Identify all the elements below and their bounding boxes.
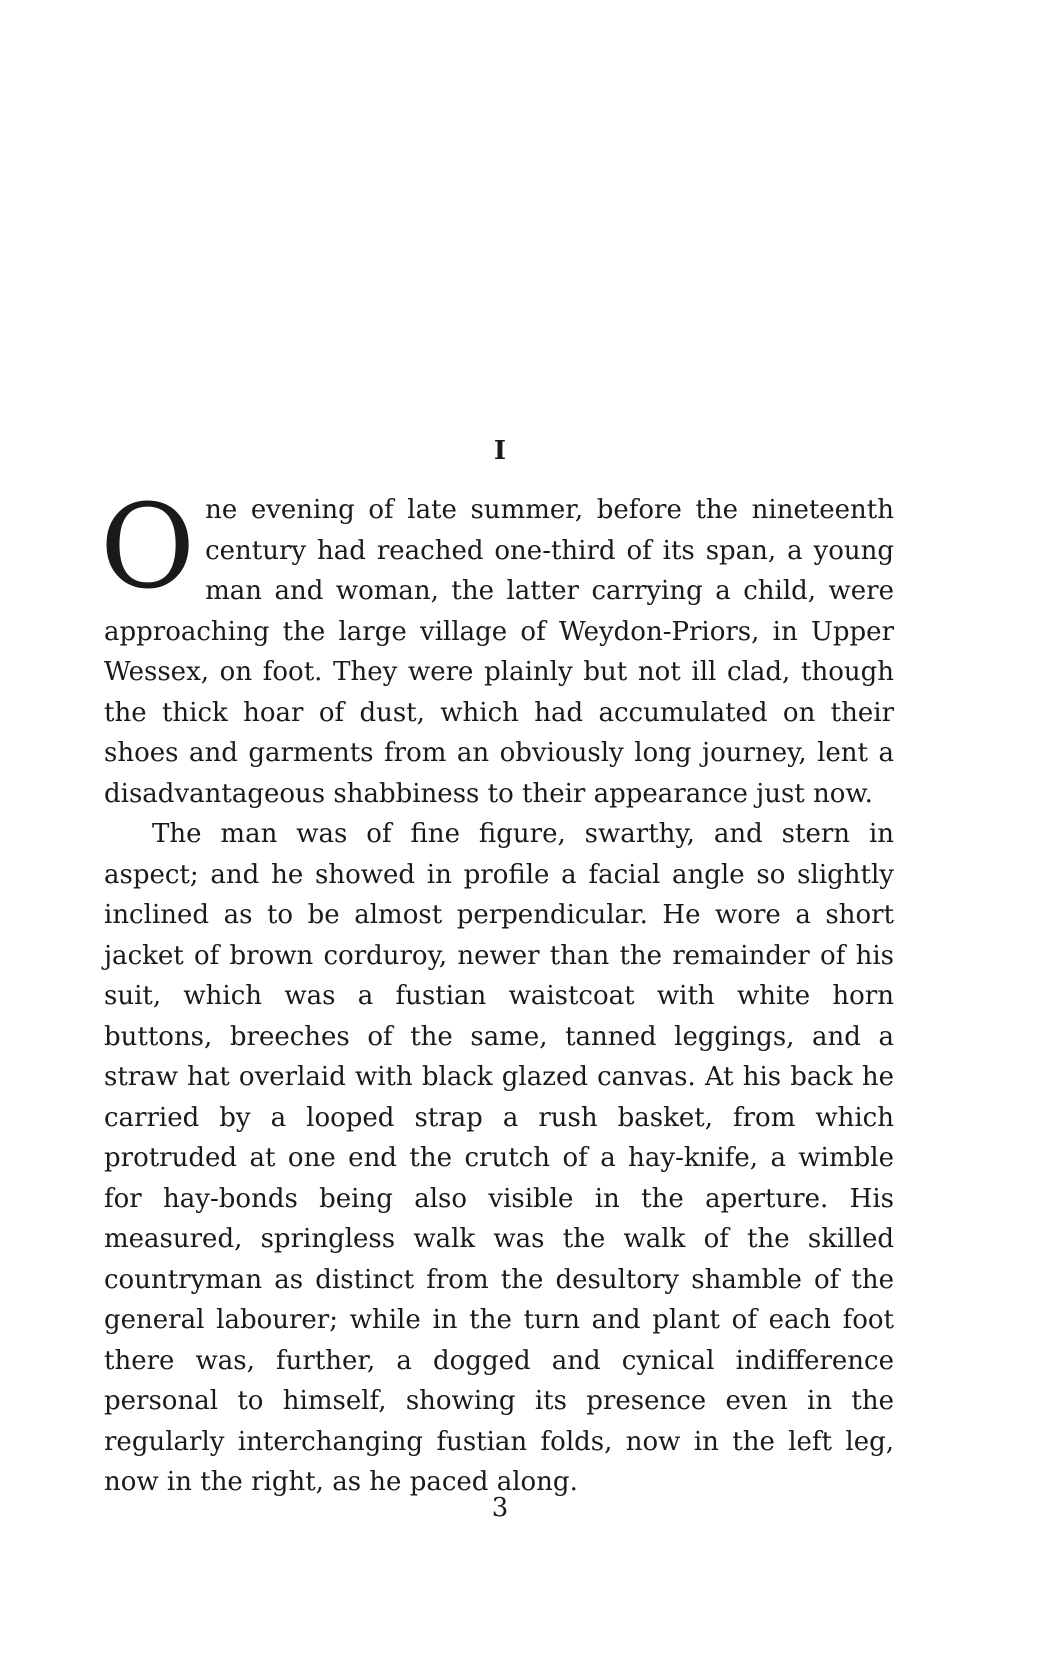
paragraph-1-text: ne evening of late summer, before the nineteenth century had reached one-third of its span, a young man and woman, the latter carrying a child, were approaching the large village of Weydon-Priors, in Upper Wessex, on foot. They were plainly but not ill clad, though the thick hoar of dust, which had accumulated on their shoes and garments from an obviously long journey, lent a disadvantageous shabbiness to their appearance just now. xyxy=(104,495,894,809)
paragraph-1 xyxy=(100,480,894,814)
paragraph-2: The man was of fine figure, swarthy, and stern in aspect; and he showed in profile a facial angle so slightly inclined as to be almost perpendicular. He wore a short jacket of brown corduroy, newer than the remainder of his suit, which was a fustian waistcoat with white horn buttons, breeches of the same, tanned leggings, and a straw hat overlaid with black glazed canvas. At his back he carried by a looped strap a rush basket, from which protruded at one end the crutch of a hay-knife, a wimble for hay-bonds being also visible in the aperture. His measured, springless walk was the walk of the skilled countryman as distinct from the desultory shamble of the general labourer; while in the turn and plant of each foot there was, further, a dogged and cynical indifference personal to himself, showing its presence even in the regularly interchanging fustian folds, now in the left leg, now in the right, as he paced along. xyxy=(104,819,894,1497)
page-number: 3 xyxy=(491,1493,509,1523)
drop-cap: O xyxy=(100,480,196,615)
body-text xyxy=(100,480,894,1503)
chapter-heading: I xyxy=(493,436,507,466)
